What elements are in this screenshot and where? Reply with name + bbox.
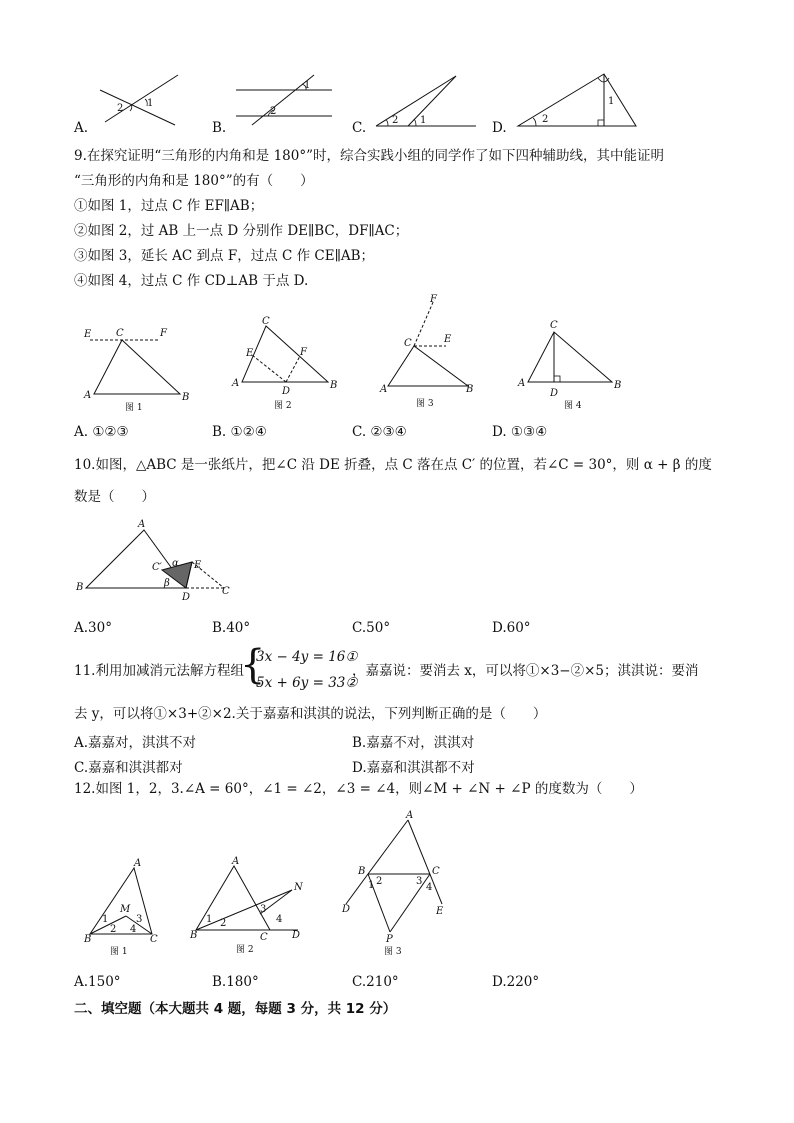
svg-text:图 1: 图 1: [110, 947, 128, 957]
q12-option-d[interactable]: D.220°: [492, 974, 540, 990]
svg-text:4: 4: [276, 914, 283, 925]
q9-item-2: ②如图 2，过 AB 上一点 D 分别作 DE∥BC，DF∥AC；: [74, 223, 409, 239]
svg-text:2: 2: [270, 106, 277, 117]
svg-text:2: 2: [392, 115, 399, 126]
q11-brace: {: [240, 642, 266, 688]
svg-text:2: 2: [110, 924, 117, 935]
svg-text:图 3: 图 3: [384, 947, 402, 957]
q9-figure-3: [378, 294, 478, 414]
q9-stem-line1: 9.在探究证明“三角形的内角和是 180°”时，综合实践小组的同学作了如下四种辅助线，其中能证明: [74, 148, 664, 164]
q8-figure-b: [232, 70, 342, 130]
svg-text:1: 1: [608, 96, 615, 107]
svg-text:A: A: [232, 856, 240, 867]
svg-text:A: A: [232, 378, 240, 389]
svg-text:2: 2: [542, 114, 549, 125]
svg-text:A: A: [518, 378, 526, 389]
svg-text:B: B: [614, 380, 622, 391]
q10-option-a[interactable]: A.30°: [74, 620, 112, 636]
svg-text:E: E: [436, 906, 444, 917]
svg-text:A: A: [84, 390, 92, 401]
svg-text:图 2: 图 2: [236, 945, 254, 955]
q12-option-b[interactable]: B.180°: [212, 974, 259, 990]
q10-option-d[interactable]: D.60°: [492, 620, 531, 636]
q8-figure-d: [512, 70, 642, 130]
svg-text:1: 1: [304, 80, 311, 91]
svg-text:C: C: [550, 320, 558, 331]
q8-option-a[interactable]: A.: [74, 120, 89, 136]
q11-option-a[interactable]: A.嘉嘉对，淇淇不对: [74, 735, 197, 751]
svg-text:B: B: [76, 582, 84, 593]
svg-text:A: A: [138, 519, 146, 530]
svg-text:F: F: [300, 347, 307, 358]
svg-text:C: C: [116, 328, 124, 339]
svg-text:1: 1: [147, 98, 154, 109]
svg-text:图 3: 图 3: [416, 399, 434, 409]
q8-option-b[interactable]: B.: [212, 120, 227, 136]
svg-text:P: P: [386, 934, 393, 945]
svg-text:2: 2: [376, 876, 383, 887]
svg-text:C: C: [432, 866, 440, 877]
svg-text:图 2: 图 2: [274, 401, 292, 411]
svg-text:C: C: [260, 932, 268, 943]
q9-option-a[interactable]: A. ①②③: [74, 424, 129, 440]
svg-text:1: 1: [102, 914, 109, 925]
svg-text:图 1: 图 1: [125, 403, 143, 413]
svg-text:N: N: [294, 882, 303, 893]
q9-option-d[interactable]: D. ①③④: [492, 424, 548, 440]
svg-text:D: D: [342, 904, 351, 915]
svg-text:3: 3: [136, 914, 143, 925]
svg-text:E: E: [84, 329, 92, 340]
q8-figure-c: [372, 70, 482, 130]
q10-option-c[interactable]: C.50°: [352, 620, 391, 636]
svg-text:D: D: [292, 930, 301, 941]
q8-option-c[interactable]: C.: [352, 120, 367, 136]
q12-option-a[interactable]: A.150°: [74, 974, 121, 990]
svg-text:C: C: [404, 338, 412, 349]
svg-text:E: E: [194, 560, 202, 571]
svg-text:B: B: [330, 380, 338, 391]
svg-text:A: A: [380, 384, 388, 395]
svg-text:C: C: [222, 586, 230, 597]
svg-text:B: B: [84, 934, 92, 945]
svg-text:B: B: [190, 930, 198, 941]
svg-text:4: 4: [130, 924, 137, 935]
svg-text:2: 2: [117, 103, 124, 114]
svg-text:1: 1: [206, 914, 213, 925]
q12-figure-1: [84, 860, 164, 960]
svg-text:F: F: [430, 294, 437, 305]
svg-text:M: M: [120, 904, 131, 915]
q9-item-4: ④如图 4，过点 C 作 CD⊥AB 于点 D.: [74, 273, 309, 289]
svg-text:E: E: [246, 348, 254, 359]
svg-text:1: 1: [368, 880, 375, 891]
q11-option-b[interactable]: B.嘉嘉不对，淇淇对: [352, 735, 475, 751]
q8-option-d[interactable]: D.: [492, 120, 507, 136]
q8-figure-a: [95, 70, 185, 130]
svg-text:C′: C′: [152, 562, 162, 573]
svg-text:D: D: [182, 592, 191, 603]
q11-stem-prefix: 11.利用加减消元法解方程组: [74, 663, 244, 679]
q12-figure-2: [190, 856, 310, 960]
q10-option-b[interactable]: B.40°: [212, 620, 251, 636]
q9-figure-2: [230, 316, 350, 414]
svg-text:α: α: [172, 558, 179, 569]
svg-text:C: C: [262, 316, 270, 327]
q12-option-c[interactable]: C.210°: [352, 974, 399, 990]
q12-figure-3: [338, 812, 458, 960]
q11-stem-suffix: ，嘉嘉说：要消去 x，可以将①×3−②×5；淇淇说：要消: [352, 663, 699, 679]
q11-option-d[interactable]: D.嘉嘉和淇淇都不对: [352, 760, 475, 776]
q10-stem-line2: 数是（ ）: [74, 489, 155, 505]
q12-stem-line1: 12.如图 1，2，3.∠A = 60°，∠1 = ∠2，∠3 = ∠4，则∠M + ∠N + ∠P 的度数为（ ）: [74, 781, 643, 797]
svg-text:E: E: [444, 334, 452, 345]
svg-text:B: B: [358, 866, 366, 877]
q9-option-c[interactable]: C. ②③④: [352, 424, 407, 440]
q9-figure-1: [80, 322, 200, 414]
svg-text:F: F: [160, 328, 167, 339]
q9-item-3: ③如图 3，延长 AC 到点 F，过点 C 作 CE∥AB；: [74, 248, 374, 264]
q11-option-c[interactable]: C.嘉嘉和淇淇都对: [74, 760, 183, 776]
svg-text:D: D: [550, 388, 559, 399]
q10-figure: [74, 518, 244, 608]
q11-equation-1: 3x − 4y = 16①: [256, 649, 358, 665]
svg-text:D: D: [282, 386, 291, 397]
svg-text:A: A: [134, 858, 142, 869]
svg-text:图 4: 图 4: [564, 401, 582, 411]
svg-text:1: 1: [420, 115, 427, 126]
q11-equation-2: 5x + 6y = 33②: [256, 675, 358, 691]
q9-option-b[interactable]: B. ①②④: [212, 424, 267, 440]
svg-text:A: A: [406, 810, 414, 821]
q9-item-1: ①如图 1，过点 C 作 EF∥AB；: [74, 198, 264, 214]
svg-text:C: C: [150, 934, 158, 945]
q11-stem-line2: 去 y，可以将①×3+②×2.关于嘉嘉和淇淇的说法，下列判断正确的是（ ）: [74, 706, 547, 722]
svg-text:β: β: [164, 578, 170, 589]
section-2-heading: 二、填空题（本大题共 4 题，每题 3 分，共 12 分）: [74, 1001, 397, 1017]
svg-text:4: 4: [426, 882, 433, 893]
svg-text:B: B: [466, 384, 474, 395]
q10-stem-line1: 10.如图，△ABC 是一张纸片，把∠C 沿 DE 折叠，点 C 落在点 C′ 的位置，若∠C = 30°，则 α + β 的度: [74, 457, 712, 473]
q9-stem-line2: “三角形的内角和是 180°”的有（ ）: [74, 173, 314, 189]
svg-text:2: 2: [220, 918, 227, 929]
svg-text:3: 3: [416, 876, 423, 887]
q9-figure-4: [518, 318, 628, 414]
svg-text:B: B: [182, 392, 190, 403]
svg-text:3: 3: [260, 904, 267, 915]
